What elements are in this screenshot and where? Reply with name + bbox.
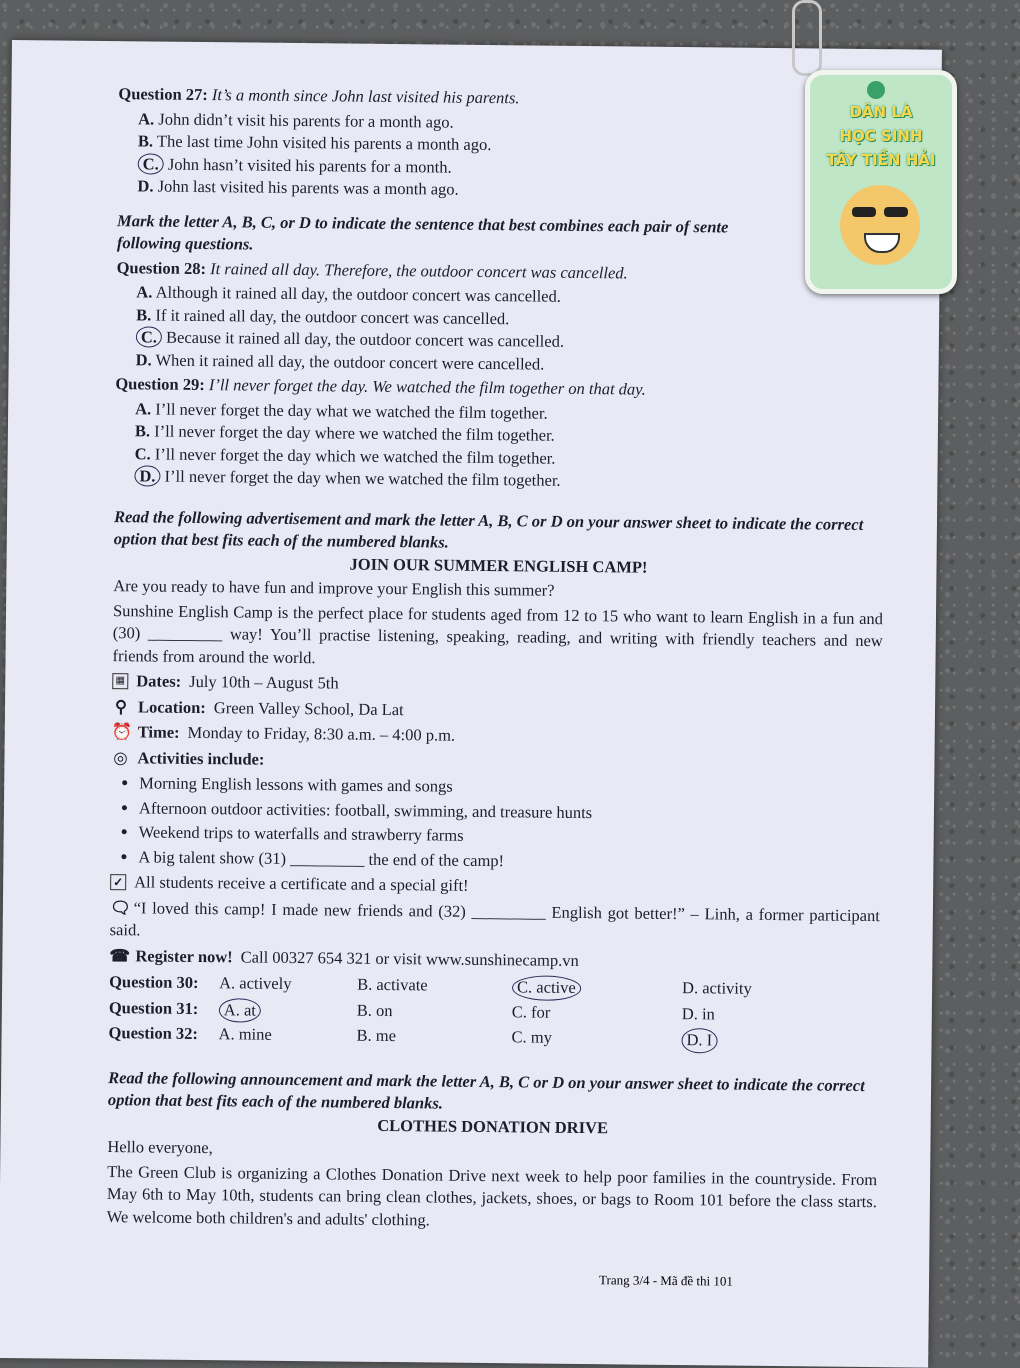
- answer-options-grid: Question 30: A. actively B. activate C. active D. activity Question 31: A. at B. on C. for D. in Question 32: A. mine B. me C. my D. I: [108, 971, 879, 1055]
- camp-testimonial: 🗨 “I loved this camp! I made new friends and (32) _________ English got better!” – Linh, a former participant said.: [109, 897, 880, 940]
- question-27: Question 27: It’s a month since John last visited his parents. A. John didn’t visit his parents for a month ago. B. The last time John visited his parents a month ago. C. John hasn’t visited his parents for a month. D. John last visited his parents was a month ago.: [117, 83, 888, 206]
- camp-dates: ▦ Dates: July 10th – August 5th: [112, 670, 882, 701]
- instruction-announcement: Read the following announcement and mark the letter A, B, C or D on your answer sheet to indicate the correct option that best fits each of the numbered blanks.: [107, 1067, 865, 1113]
- option: D. John last visited his parents was a month ago.: [137, 176, 459, 199]
- camp-activities: ◎ Activities include:: [113, 747, 265, 769]
- activities-list: [138, 772, 881, 876]
- camp-description: Sunshine English Camp is the perfect place for students aged from 12 to 15 who want to learn English in a fun and (30) _________ way! You’ll practise listening, speaking, reading, and writing with friendly teachers and new friends from around the world.: [112, 600, 884, 667]
- option: C. I’ll never forget the day which we watched the film together.: [134, 443, 556, 468]
- alarm-clock-icon: ⏰: [111, 722, 133, 742]
- target-icon: ◎: [113, 747, 128, 767]
- donation-title: CLOTHES DONATION DRIVE: [377, 1115, 609, 1137]
- tiger-mascot-icon: [840, 185, 920, 265]
- keychain-charm: DÂN LÀ HỌC SINH TÂY TIỀN HẢI: [805, 70, 957, 294]
- option-circled: C. John hasn’t visited his parents for a month.: [118, 153, 888, 184]
- instruction-advertisement: Read the following advertisement and mark the letter A, B, C or D on your answer sheet to indicate the correct option that best fits each of the numbered blanks.: [113, 506, 864, 552]
- instruction-combine: Mark the letter A, B, C, or D to indicate the sentence that best combines each pair of sente following questions.: [116, 210, 729, 254]
- question-29: Question 29: I’ll never forget the day. We watched the film together on that day. A. I’ll never forget the day what we watched the film together. B. I’ll never forget the day where we watched the film together. C. I’ll never forget the day which we watched the film together. D. I’ll never forget the day when we watched the film together.: [114, 373, 885, 496]
- camp-time: ⏰ Time: Monday to Friday, 8:30 a.m. – 4:00 p.m.: [111, 722, 456, 745]
- calendar-icon: ▦: [112, 673, 128, 689]
- exam-paper: [0, 40, 942, 1368]
- keyring: [792, 0, 822, 76]
- list-item: • Morning English lessons with games and songs: [139, 772, 881, 802]
- option: A. Although it rained all day, the outdoor concert was cancelled.: [136, 282, 562, 306]
- circled-answer: C. active: [512, 975, 581, 1000]
- option: A. John didn’t visit his parents for a month ago.: [138, 108, 454, 132]
- speech-bubble-icon: 🗨: [109, 897, 131, 917]
- circled-answer: D. I: [681, 1028, 717, 1053]
- option-circled: D. I’ll never forget the day when we watched the film together.: [114, 465, 884, 496]
- list-item: • Afternoon outdoor activities: football, swimming, and treasure hunts: [139, 797, 881, 827]
- camp-location: ⚲ Location: Green Valley School, Da Lat: [112, 696, 882, 727]
- list-item: • A big talent show (31) _________ the end of the camp!: [138, 846, 880, 876]
- exam-page: [107, 81, 889, 1238]
- camp-register: ☎ Register now! Call 00327 654 321 or visit www.sunshinecamp.vn: [109, 945, 579, 970]
- list-item: • Weekend trips to waterfalls and strawberry farms: [139, 821, 881, 851]
- phone-icon: ☎: [109, 945, 131, 965]
- option: B. If it rained all day, the outdoor concert was cancelled.: [136, 304, 510, 328]
- page-footer: Trang 3/4 - Mã đề thi 101: [598, 1272, 733, 1289]
- camp-title: JOIN OUR SUMMER ENGLISH CAMP!: [349, 554, 648, 577]
- circled-answer: A. at: [219, 998, 261, 1023]
- option-circled: C. Because it rained all day, the outdoor concert was cancelled.: [116, 326, 886, 357]
- school-logo-icon: [867, 81, 885, 99]
- checkbox-icon: ✓: [110, 874, 126, 890]
- donation-greeting: Hello everyone,: [107, 1137, 213, 1158]
- option: B. The last time John visited his parents a month ago.: [137, 131, 492, 155]
- donation-body: The Green Club is organizing a Clothes Donation Drive next week to help poor families in the countryside. From May 6th to May 10th, students can bring clean clothes, jackets, shoes, or bags to Room 101 before the class starts. We welcome both children's and adults' clothing.: [106, 1161, 878, 1229]
- option: B. I’ll never forget the day where we watched the film together.: [134, 421, 555, 445]
- question-28: Question 28: It rained all day. Therefore, the outdoor concert was cancelled. A. Although it rained all day, the outdoor concert was cancelled. B. If it rained all day, the outdoor concert was cancelled. C. Because it rained all day, the outdoor concert was cancelled. D. When it rained all day, the outdoor concert were cancelled.: [116, 257, 887, 380]
- map-pin-icon: ⚲: [114, 696, 128, 716]
- option: A. I’ll never forget the day what we watched the film together.: [135, 398, 548, 423]
- option: D. When it rained all day, the outdoor concert were cancelled.: [135, 349, 545, 374]
- camp-certificate: ✓ All students receive a certificate and a special gift!: [110, 871, 880, 902]
- camp-intro: Are you ready to have fun and improve your English this summer?: [113, 576, 555, 600]
